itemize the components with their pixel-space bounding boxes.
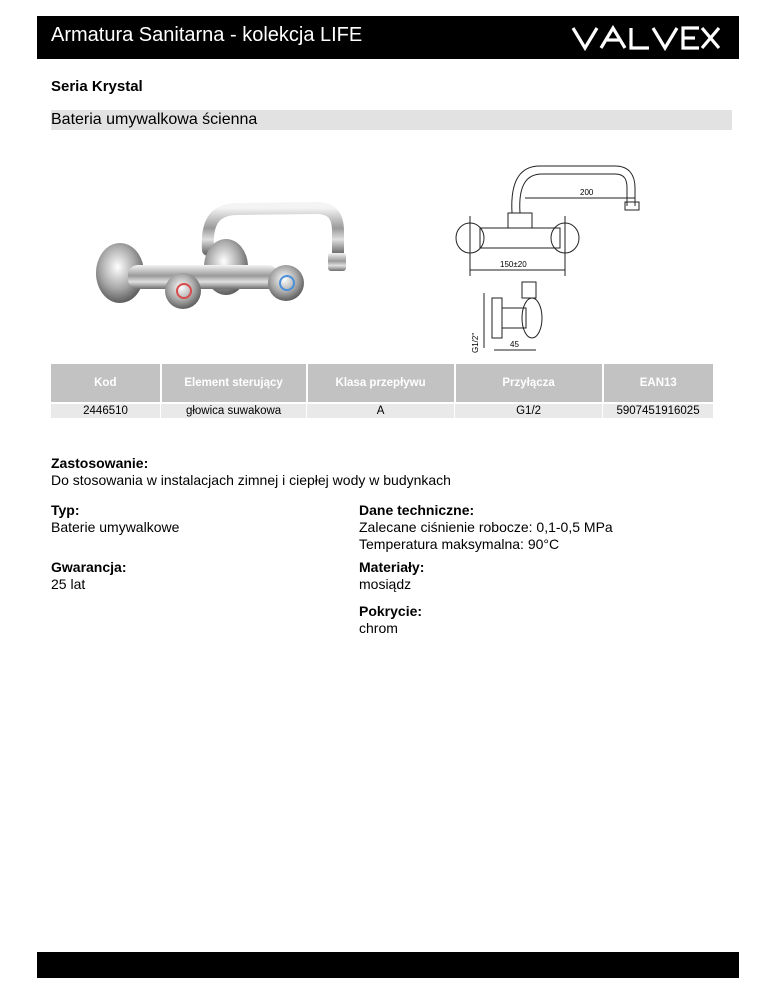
spec-table bbox=[51, 364, 713, 418]
typ-label: Typ: bbox=[51, 502, 80, 518]
table-header-cell: Klasa przepływu bbox=[307, 364, 455, 403]
page-header bbox=[37, 16, 739, 59]
product-bar bbox=[51, 110, 732, 130]
valvex-logo bbox=[571, 25, 721, 51]
table-cell: 5907451916025 bbox=[603, 403, 713, 418]
series-title: Seria Krystal bbox=[51, 78, 143, 95]
product-name: Bateria umywalkowa ścienna bbox=[51, 111, 258, 128]
svg-text:200: 200 bbox=[580, 188, 594, 197]
header-title: Armatura Sanitarna - kolekcja LIFE bbox=[51, 24, 363, 46]
dane-line1: Zalecane ciśnienie robocze: 0,1-0,5 MPa bbox=[359, 519, 613, 535]
technical-drawing bbox=[440, 158, 710, 363]
table-header-cell: Element sterujący bbox=[161, 364, 307, 403]
svg-text:G1/2": G1/2" bbox=[471, 332, 480, 353]
materialy-text: mosiądz bbox=[359, 576, 412, 592]
table-header-cell: Kod bbox=[51, 364, 161, 403]
table-row bbox=[51, 403, 713, 418]
pokrycie-text: chrom bbox=[359, 620, 398, 636]
gwarancja-label: Gwarancja: bbox=[51, 559, 127, 575]
product-photo bbox=[88, 195, 358, 320]
table-header-cell: Przyłącza bbox=[455, 364, 603, 403]
usage-text: Do stosowania w instalacjach zimnej i ciepłej wody w budynkach bbox=[51, 472, 451, 488]
svg-text:45: 45 bbox=[510, 340, 519, 349]
page-footer bbox=[37, 952, 739, 978]
dane-label: Dane techniczne: bbox=[359, 502, 475, 518]
table-header-row bbox=[51, 364, 713, 403]
table-header-cell: EAN13 bbox=[603, 364, 713, 403]
svg-text:150±20: 150±20 bbox=[500, 260, 527, 269]
typ-text: Baterie umywalkowe bbox=[51, 519, 180, 535]
gwarancja-text: 25 lat bbox=[51, 576, 86, 592]
pokrycie-label: Pokrycie: bbox=[359, 603, 423, 619]
table-cell: 2446510 bbox=[51, 403, 161, 418]
table-cell: G1/2 bbox=[455, 403, 603, 418]
materialy-label: Materiały: bbox=[359, 559, 425, 575]
table-cell: A bbox=[307, 403, 455, 418]
usage-label: Zastosowanie: bbox=[51, 455, 149, 471]
dane-line2: Temperatura maksymalna: 90°C bbox=[359, 536, 560, 552]
table-cell: głowica suwakowa bbox=[161, 403, 307, 418]
